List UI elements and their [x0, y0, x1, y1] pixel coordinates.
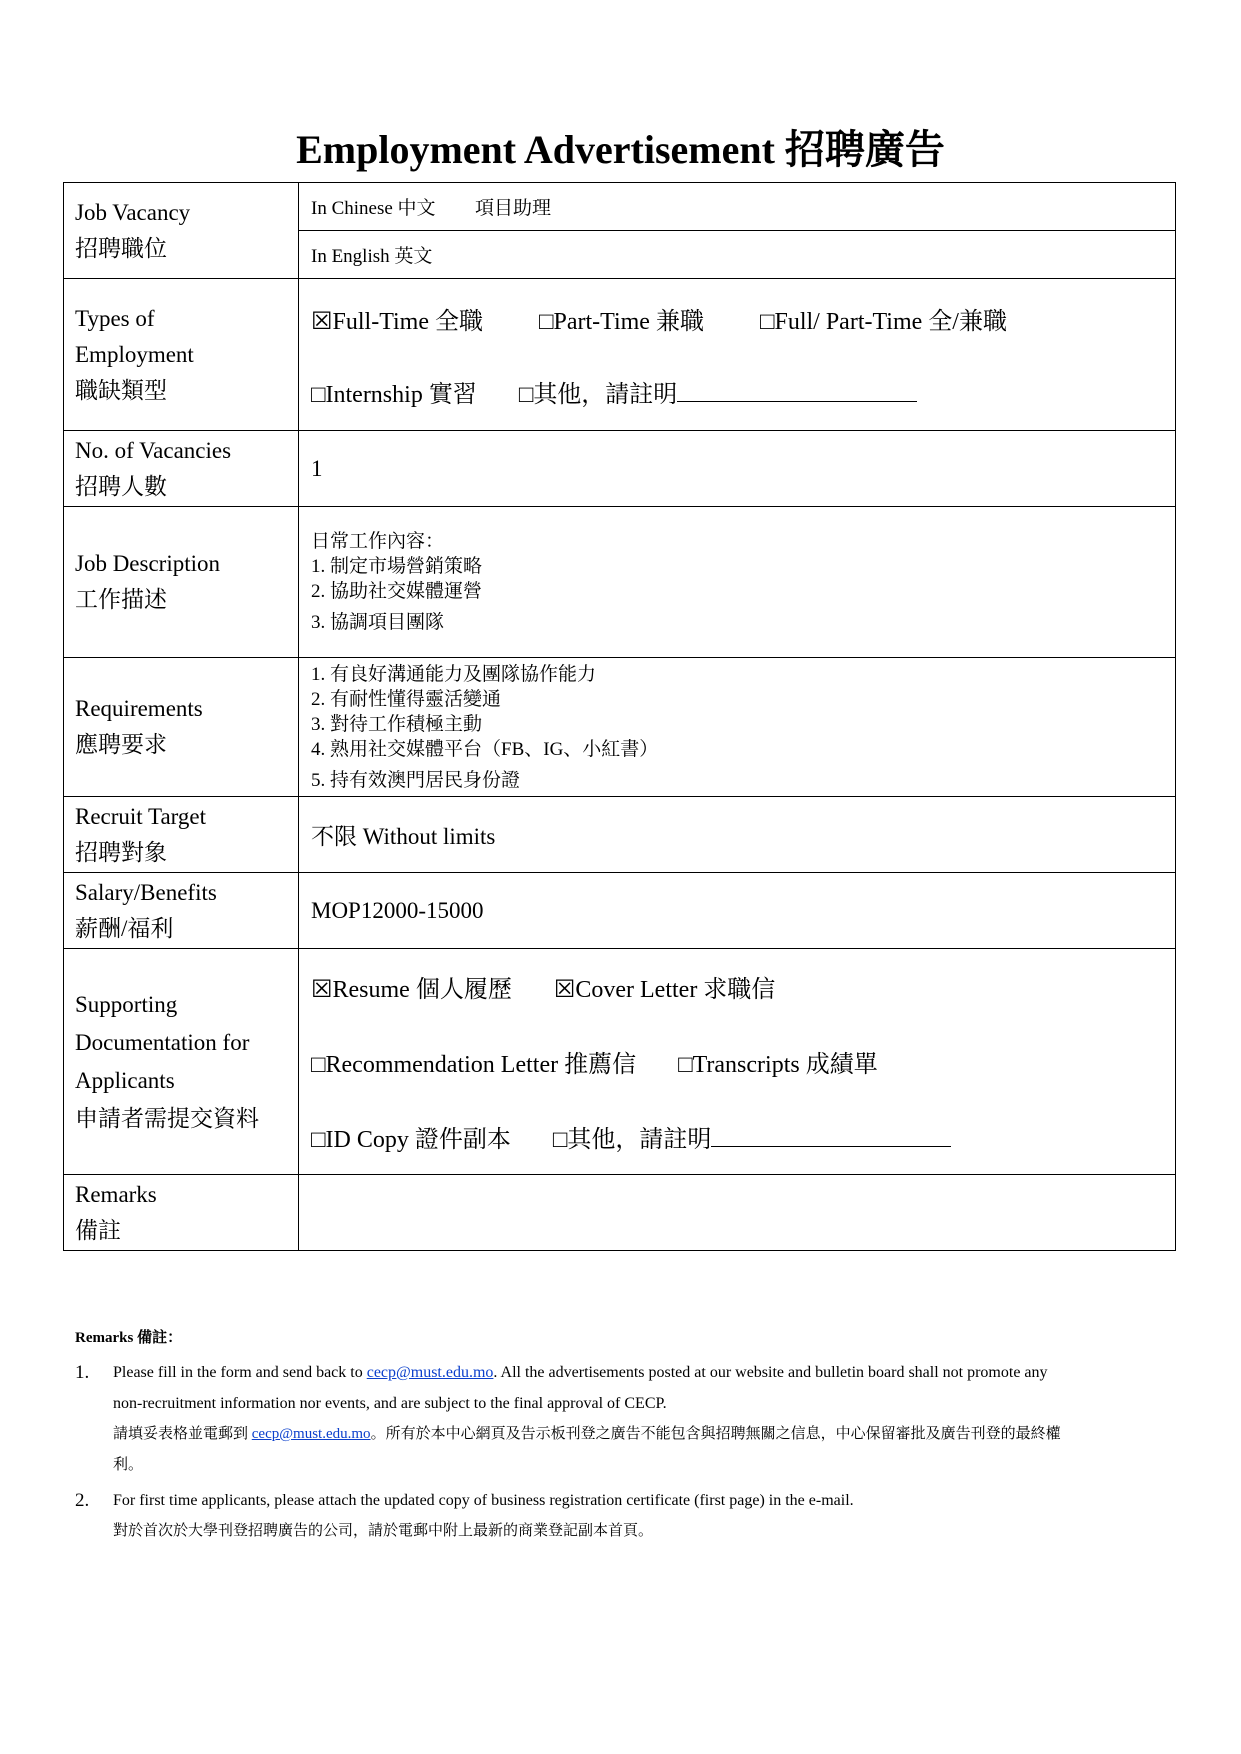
employment-types-label-zh: 職缺類型 — [75, 377, 167, 403]
salary-row — [64, 873, 1176, 949]
salary-value[interactable]: MOP12000-15000 — [299, 873, 1176, 949]
note-text: 利。 — [113, 1457, 144, 1473]
list-item: 3. 協調項目團隊 — [311, 612, 445, 633]
chinese-name-value: 項目助理 — [475, 198, 552, 219]
checkbox-icon[interactable]: □ — [518, 381, 534, 408]
list-item: 1. 有良好溝通能力及團隊協作能力 — [311, 663, 597, 685]
checkbox-icon[interactable]: ☒ — [311, 977, 333, 1003]
option-label: Part-Time 兼職 — [553, 308, 704, 335]
remarks-label-en: Remarks — [75, 1181, 157, 1207]
option-full-part-time[interactable] — [760, 301, 1007, 336]
checkbox-icon[interactable]: ☒ — [553, 977, 576, 1003]
option-label: Full-Time 全職 — [332, 308, 483, 335]
supporting-docs-row — [64, 949, 1176, 1175]
note-text: . All the advertisements posted at our website and bulletin board shall not promote any — [493, 1364, 1048, 1381]
option-other-docs[interactable] — [553, 1119, 712, 1154]
job-description-label-zh: 工作描述 — [75, 587, 167, 612]
option-cover-letter[interactable] — [554, 969, 775, 1004]
requirements-label-en: Requirements — [75, 696, 203, 721]
option-label: Cover Letter 求職信 — [575, 977, 776, 1003]
list-item: 5. 持有效澳門居民身份證 — [311, 769, 521, 791]
recruit-target-label — [64, 797, 299, 873]
checkbox-icon[interactable]: □ — [311, 1052, 326, 1078]
job-vacancy-chinese-cell[interactable] — [299, 183, 1176, 231]
note-text: 。所有於本中心網頁及告示板刊登之廣告不能包含與招聘無關之信息，中心保留審批及廣告刊登的最終權 — [370, 1426, 1061, 1442]
employment-types-row — [64, 279, 1176, 431]
option-part-time[interactable] — [539, 301, 704, 336]
list-item: 4. 熟用社交媒體平台（FB、IG、小紅書） — [311, 738, 659, 760]
note-text: Please fill in the form and send back to — [113, 1364, 367, 1381]
english-name-label: In English 英文 — [311, 246, 433, 267]
option-recommendation-letter[interactable] — [311, 1044, 636, 1079]
remarks-row — [64, 1175, 1176, 1251]
note-text: 對於首次於大學刊登招聘廣告的公司，請於電郵中附上最新的商業登記副本首頁。 — [113, 1523, 654, 1539]
list-item: 3. 對待工作積極主動 — [311, 713, 483, 735]
checkbox-icon[interactable]: □ — [678, 1052, 693, 1078]
option-other[interactable] — [519, 374, 678, 409]
requirements-label — [64, 658, 299, 797]
employment-types-label — [64, 279, 299, 431]
email-link[interactable]: cecp@must.edu.mo — [366, 1364, 494, 1381]
chinese-name-label: In Chinese 中文 — [311, 198, 436, 219]
recruit-target-value[interactable]: 不限 Without limits — [299, 797, 1176, 873]
employment-types-cell — [299, 279, 1176, 431]
supporting-docs-label-en-3: Applicants — [75, 1067, 175, 1093]
option-label: Internship 實習 — [325, 381, 477, 408]
employment-types-label-en-2: Employment — [75, 341, 194, 367]
job-vacancy-label-zh: 招聘職位 — [75, 235, 167, 261]
requirements-label-zh: 應聘要求 — [75, 732, 167, 757]
employment-types-label-en-1: Types of — [75, 305, 155, 331]
job-description-row — [64, 507, 1176, 658]
option-internship[interactable] — [311, 374, 477, 409]
vacancies-value[interactable]: 1 — [299, 431, 1176, 507]
job-vacancy-english-cell[interactable] — [299, 231, 1176, 279]
option-label: Resume 個人履歷 — [332, 977, 512, 1003]
requirements-row — [64, 658, 1176, 797]
remarks-label-zh: 備註 — [75, 1217, 121, 1243]
checkbox-icon[interactable]: □ — [539, 308, 554, 335]
note-text: non-recruitment information nor events, and are subject to the final approval of CECP. — [113, 1395, 667, 1412]
job-description-cell[interactable] — [299, 507, 1176, 658]
remarks-label — [64, 1175, 299, 1251]
option-full-time[interactable] — [311, 301, 483, 336]
salary-label — [64, 873, 299, 949]
job-description-label-en: Job Description — [75, 551, 221, 576]
requirements-cell[interactable] — [299, 658, 1176, 797]
employment-form-table — [63, 182, 1176, 1251]
list-item: 2. 協助社交媒體運營 — [311, 581, 483, 602]
job-description-label — [64, 507, 299, 658]
option-label: Transcripts 成績單 — [692, 1052, 878, 1078]
job-description-heading: 日常工作內容： — [311, 531, 445, 552]
remarks-value[interactable] — [299, 1175, 1176, 1251]
option-label: Recommendation Letter 推薦信 — [325, 1052, 637, 1078]
note-text: 請填妥表格並電郵到 — [113, 1426, 252, 1442]
supporting-docs-label — [64, 949, 299, 1175]
supporting-docs-label-zh: 申請者需提交資料 — [75, 1105, 259, 1131]
vacancies-label-en: No. of Vacancies — [75, 437, 232, 463]
list-item: 1. 制定市場營銷策略 — [311, 556, 483, 577]
note-item — [75, 1357, 1175, 1481]
other-docs-specify-line[interactable] — [711, 1124, 951, 1147]
note-text: For first time applicants, please attach the updated copy of business registration certificate (first page) in the e-mail. — [113, 1492, 854, 1509]
note-item — [75, 1485, 1175, 1547]
note-number: 2. — [75, 1490, 90, 1511]
vacancies-label — [64, 431, 299, 507]
salary-label-zh: 薪酬/福利 — [75, 915, 174, 941]
checkbox-icon[interactable]: □ — [759, 308, 775, 335]
option-label: Full/ Part-Time 全/兼職 — [774, 308, 1007, 335]
vacancies-label-zh: 招聘人數 — [75, 473, 167, 499]
option-resume[interactable] — [311, 969, 512, 1004]
salary-label-en: Salary/Benefits — [75, 879, 217, 905]
checkbox-icon[interactable]: □ — [311, 1127, 326, 1153]
checkbox-icon[interactable]: ☒ — [311, 308, 333, 335]
notes-heading: Remarks 備註： — [75, 1330, 183, 1346]
job-vacancy-label — [64, 183, 299, 279]
checkbox-icon[interactable]: □ — [552, 1127, 568, 1153]
email-link[interactable]: cecp@must.edu.mo — [251, 1426, 371, 1442]
supporting-docs-label-en-1: Supporting — [75, 991, 178, 1017]
recruit-target-label-en: Recruit Target — [75, 803, 207, 829]
supporting-docs-cell — [299, 949, 1176, 1175]
recruit-target-row — [64, 797, 1176, 873]
list-item: 2. 有耐性懂得靈活變通 — [311, 688, 502, 710]
supporting-docs-label-en-2: Documentation for — [75, 1029, 250, 1055]
vacancies-row — [64, 431, 1176, 507]
other-specify-line[interactable] — [677, 379, 917, 402]
option-transcripts[interactable] — [678, 1044, 878, 1079]
remarks-notes — [75, 1326, 1175, 1547]
note-number: 1. — [75, 1362, 90, 1383]
job-vacancy-label-en: Job Vacancy — [75, 199, 191, 225]
checkbox-icon[interactable]: □ — [311, 381, 326, 408]
page-title: Employment Advertisement 招聘廣告 — [296, 127, 945, 172]
option-id-copy[interactable] — [311, 1119, 511, 1154]
recruit-target-label-zh: 招聘對象 — [75, 839, 167, 865]
option-label: 其他，請註明 — [567, 1127, 712, 1153]
option-label: ID Copy 證件副本 — [325, 1127, 511, 1153]
option-label: 其他，請註明 — [533, 381, 678, 408]
job-vacancy-row-chinese — [64, 183, 1176, 231]
